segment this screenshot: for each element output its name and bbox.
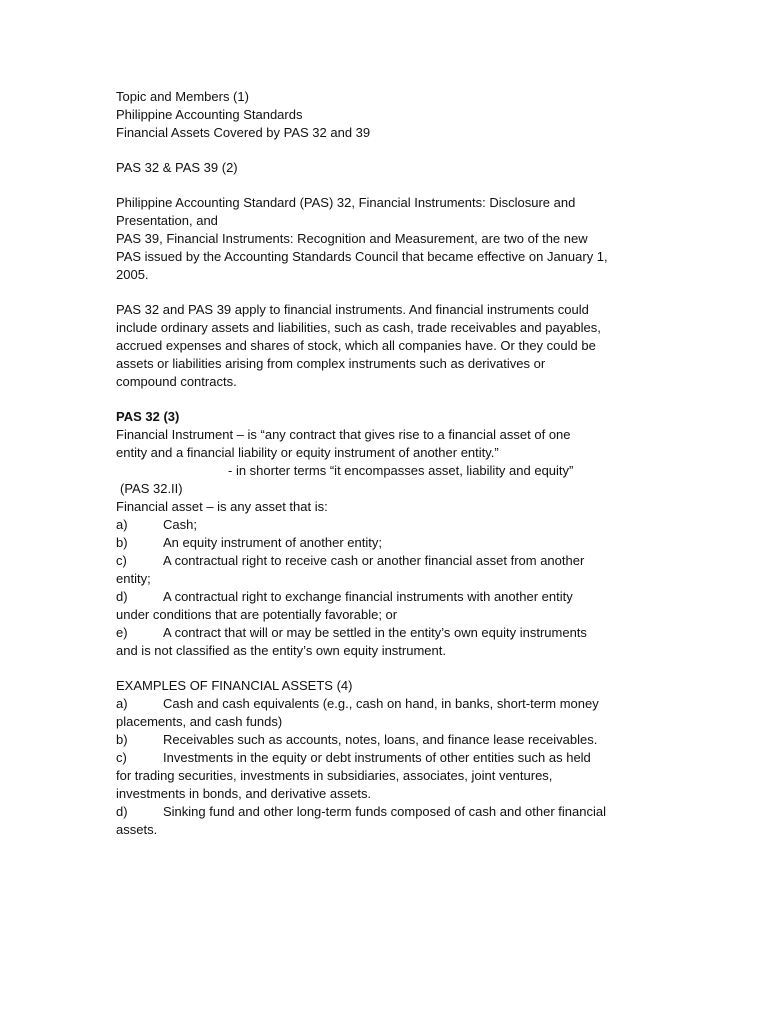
list-continuation: investments in bonds, and derivative assets. — [116, 786, 372, 801]
list-text: Investments in the equity or debt instruments of other entities such as held — [163, 750, 591, 765]
list-marker: c) — [116, 553, 127, 568]
list-marker: b) — [116, 535, 128, 550]
paragraph-line: PAS 32 and PAS 39 apply to financial instruments. And financial instruments could — [116, 302, 589, 317]
paragraph-line: 2005. — [116, 267, 149, 282]
list-continuation: assets. — [116, 822, 158, 837]
paragraph-line: PAS issued by the Accounting Standards Council that became effective on January 1, — [116, 249, 608, 264]
list-text: A contractual right to receive cash or another financial asset from another — [163, 553, 585, 568]
document-page — [116, 88, 656, 839]
scope-line: Financial Assets Covered by PAS 32 and 39 — [116, 125, 371, 140]
list-continuation: entity; — [116, 571, 151, 586]
definition-line: entity and a financial liability or equity instrument of another entity.” — [116, 445, 499, 460]
section-2-paragraph-2 — [116, 301, 656, 391]
list-item — [116, 803, 656, 821]
reference-note: (PAS 32.II) — [120, 481, 183, 496]
paragraph-line: include ordinary assets and liabilities, such as cash, trade receivables and payables, — [116, 320, 601, 335]
list-continuation: for trading securities, investments in subsidiaries, associates, joint ventures, — [116, 768, 553, 783]
list-item — [116, 588, 656, 606]
paragraph-line: Presentation, and — [116, 213, 218, 228]
list-continuation: and is not classified as the entity’s own equity instrument. — [116, 643, 446, 658]
list-text: Cash; — [163, 517, 197, 532]
list-continuation: under conditions that are potentially favorable; or — [116, 607, 398, 622]
list-item — [116, 695, 656, 713]
list-marker: b) — [116, 732, 128, 747]
paragraph-line: Philippine Accounting Standard (PAS) 32, Financial Instruments: Disclosure and — [116, 195, 576, 210]
financial-asset-list — [116, 516, 656, 660]
list-item — [116, 552, 656, 570]
list-text: Receivables such as accounts, notes, loans, and finance lease receivables. — [163, 732, 598, 747]
topic-line: Topic and Members (1) — [116, 89, 249, 104]
list-text: Sinking fund and other long-term funds composed of cash and other financial — [163, 804, 606, 819]
section-3-title: PAS 32 (3) — [116, 409, 180, 424]
paragraph-line: accrued expenses and shares of stock, which all companies have. Or they could be — [116, 338, 596, 353]
list-text: A contract that will or may be settled in the entity’s own equity instruments — [163, 625, 587, 640]
section-2-paragraph-1 — [116, 194, 656, 284]
financial-asset-intro: Financial asset – is any asset that is: — [116, 499, 328, 514]
list-item — [116, 516, 656, 534]
list-item — [116, 749, 656, 767]
section-2-title: PAS 32 & PAS 39 (2) — [116, 160, 238, 175]
list-text: Cash and cash equivalents (e.g., cash on hand, in banks, short-term money — [163, 696, 599, 711]
list-marker: a) — [116, 696, 128, 711]
list-marker: a) — [116, 517, 128, 532]
header-block — [116, 88, 656, 142]
examples-list — [116, 695, 656, 839]
paragraph-line: PAS 39, Financial Instruments: Recognition and Measurement, are two of the new — [116, 231, 588, 246]
list-item — [116, 731, 656, 749]
list-marker: c) — [116, 750, 127, 765]
list-marker: e) — [116, 625, 128, 640]
list-text: A contractual right to exchange financial instruments with another entity — [163, 589, 573, 604]
list-item — [116, 624, 656, 642]
list-item — [116, 534, 656, 552]
shorter-terms-note: - in shorter terms “it encompasses asset, liability and equity” — [228, 463, 574, 478]
list-continuation: placements, and cash funds) — [116, 714, 283, 729]
paragraph-line: compound contracts. — [116, 374, 237, 389]
section-4-title: EXAMPLES OF FINANCIAL ASSETS (4) — [116, 678, 353, 693]
definition-line: Financial Instrument – is “any contract that gives rise to a financial asset of one — [116, 427, 571, 442]
paragraph-line: assets or liabilities arising from complex instruments such as derivatives or — [116, 356, 546, 371]
list-text: An equity instrument of another entity; — [163, 535, 382, 550]
subtitle-line: Philippine Accounting Standards — [116, 107, 303, 122]
list-marker: d) — [116, 804, 128, 819]
list-marker: d) — [116, 589, 128, 604]
